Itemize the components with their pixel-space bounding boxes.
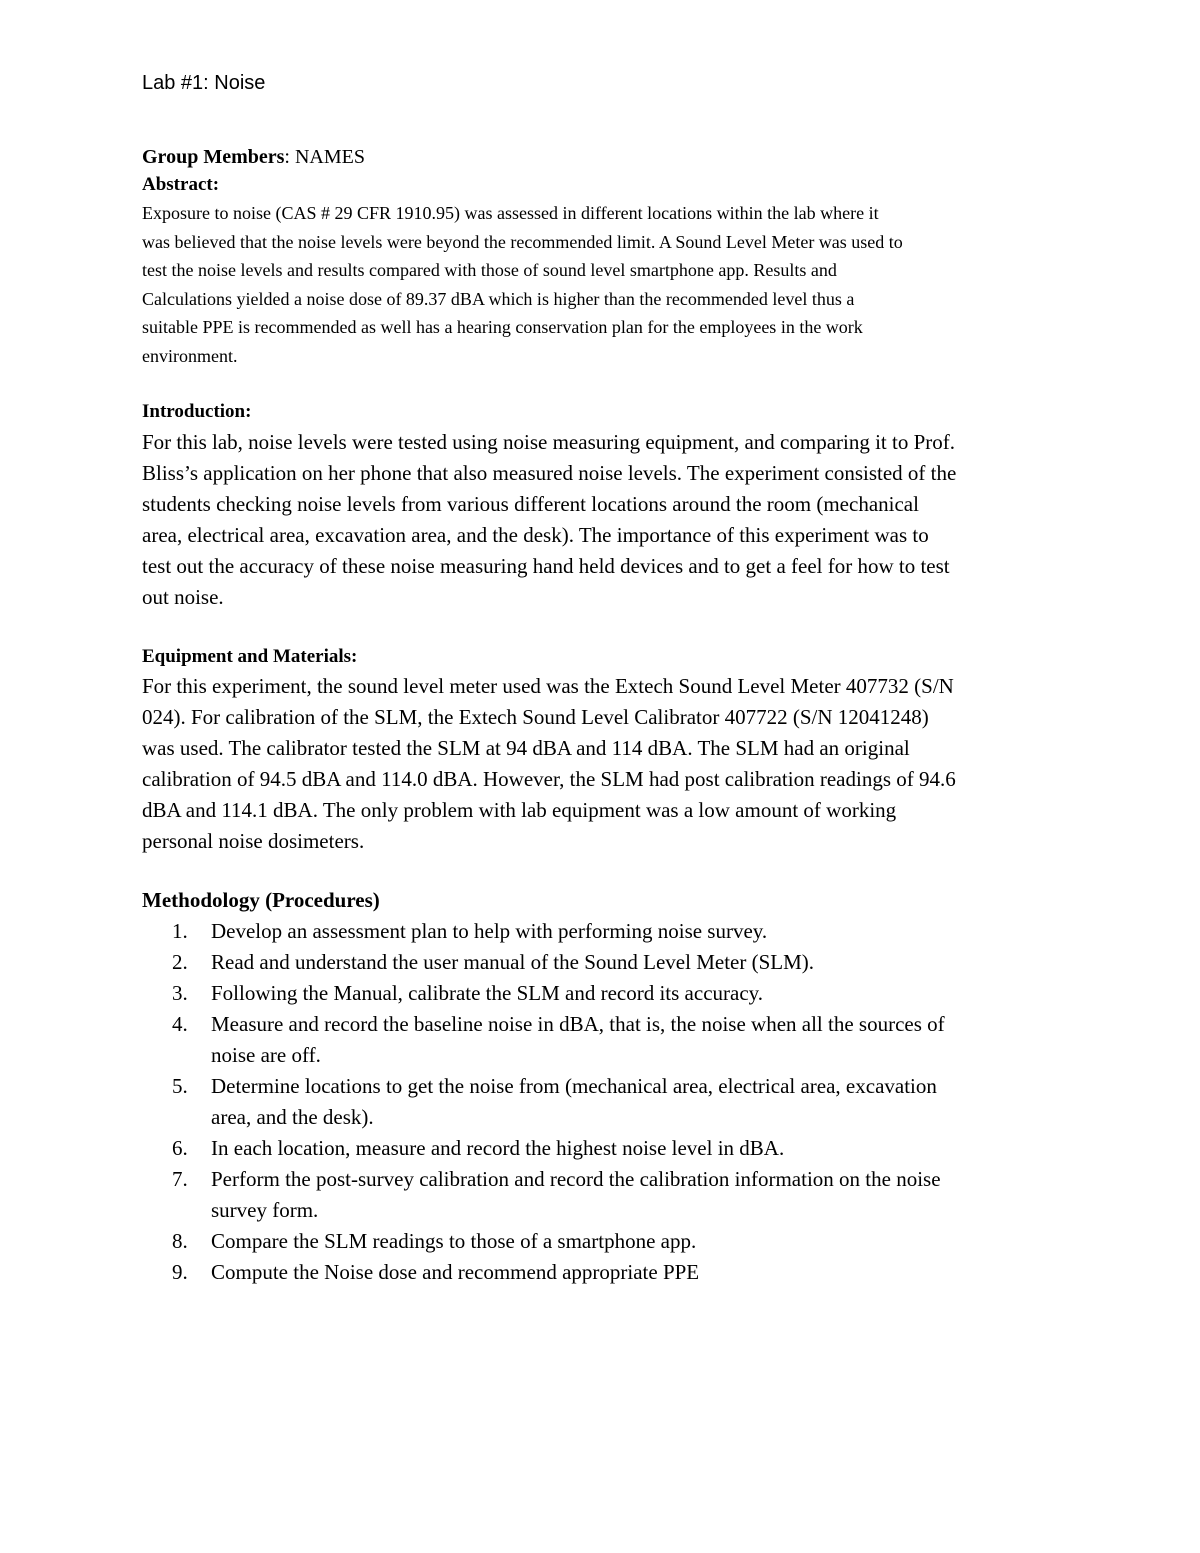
step-text <box>211 947 1082 978</box>
step-line: Read and understand the user manual of the Sound Level Meter (SLM). <box>211 950 815 974</box>
abstract-line: suitable PPE is recommended as well has a hearing conservation plan for the employees in the work <box>142 317 863 338</box>
introduction-line: For this lab, noise levels were tested using noise measuring equipment, and comparing it to Prof. <box>142 430 956 454</box>
step-text <box>211 1071 1082 1133</box>
group-members-label: Group Members <box>142 146 285 168</box>
equipment-line: 024). For calibration of the SLM, the Extech Sound Level Calibrator 407722 (S/N 12041248) <box>142 705 929 729</box>
step-text <box>211 978 1082 1009</box>
introduction-heading: Introduction: <box>142 401 252 422</box>
equipment-paragraph <box>142 671 1072 857</box>
procedure-step <box>142 1226 1082 1257</box>
abstract-line: environment. <box>142 345 238 366</box>
procedure-step <box>142 1133 1082 1164</box>
step-line: noise are off. <box>211 1043 321 1067</box>
step-number: 4. <box>172 1012 188 1036</box>
procedure-step <box>142 1164 1082 1226</box>
equipment-line: was used. The calibrator tested the SLM at 94 dBA and 114 dBA. The SLM had an original <box>142 736 910 760</box>
procedure-step <box>142 916 1082 947</box>
procedure-step <box>142 1071 1082 1133</box>
step-number: 1. <box>172 919 188 943</box>
step-line: Following the Manual, calibrate the SLM and record its accuracy. <box>211 981 764 1005</box>
step-number: 8. <box>172 1229 188 1253</box>
step-line: Compute the Noise dose and recommend appropriate PPE <box>211 1260 700 1284</box>
step-line: Compare the SLM readings to those of a smartphone app. <box>211 1229 697 1253</box>
equipment-line: personal noise dosimeters. <box>142 829 365 853</box>
introduction-line: Bliss’s application on her phone that also measured noise levels. The experiment consisted of the <box>142 461 957 485</box>
group-members-value: NAMES <box>294 146 365 168</box>
abstract-line: Calculations yielded a noise dose of 89.37 dBA which is higher than the recommended level thus a <box>142 288 855 309</box>
step-number: 5. <box>172 1074 188 1098</box>
introduction-line: test out the accuracy of these noise measuring hand held devices and to get a feel for how to test <box>142 554 950 578</box>
abstract-line: was believed that the noise levels were beyond the recommended limit. A Sound Level Meter was used to <box>142 231 903 252</box>
abstract-line: Exposure to noise (CAS # 29 CFR 1910.95) was assessed in different locations within the lab where it <box>142 203 879 223</box>
step-number: 9. <box>172 1260 188 1284</box>
step-line: In each location, measure and record the highest noise level in dBA. <box>211 1136 785 1160</box>
step-text <box>211 916 1082 947</box>
equipment-heading: Equipment and Materials: <box>142 646 358 667</box>
introduction-line: area, electrical area, excavation area, and the desk). The importance of this experiment was to <box>142 523 929 547</box>
step-line: Perform the post-survey calibration and record the calibration information on the noise <box>211 1167 941 1191</box>
abstract-paragraph <box>142 199 1062 371</box>
equipment-line: calibration of 94.5 dBA and 114.0 dBA. However, the SLM had post calibration readings of 94.6 <box>142 767 956 791</box>
step-number: 6. <box>172 1136 188 1160</box>
introduction-line: students checking noise levels from various different locations around the room (mechanical <box>142 492 919 516</box>
procedure-step <box>142 1009 1082 1071</box>
step-text <box>211 1133 1082 1164</box>
page-header-title: Lab #1: Noise <box>142 72 266 94</box>
step-line: survey form. <box>211 1198 319 1222</box>
equipment-line: For this experiment, the sound level meter used was the Extech Sound Level Meter 407732 (S/N <box>142 674 954 698</box>
procedure-step <box>142 978 1082 1009</box>
group-members-separator: : <box>284 146 295 168</box>
step-line: Develop an assessment plan to help with performing noise survey. <box>211 919 768 943</box>
step-line: Determine locations to get the noise from (mechanical area, electrical area, excavation <box>211 1074 937 1098</box>
step-number: 7. <box>172 1167 188 1191</box>
procedure-step <box>142 1257 1082 1288</box>
procedure-step <box>142 947 1082 978</box>
step-text <box>211 1009 1082 1071</box>
introduction-paragraph <box>142 427 1072 613</box>
procedure-list <box>142 916 1082 1288</box>
step-text <box>211 1257 1082 1288</box>
step-text <box>211 1164 1082 1226</box>
step-line: Measure and record the baseline noise in dBA, that is, the noise when all the sources of <box>211 1012 945 1036</box>
step-number: 2. <box>172 950 188 974</box>
step-line: area, and the desk). <box>211 1105 374 1129</box>
step-text <box>211 1226 1082 1257</box>
group-members-line <box>142 143 365 171</box>
abstract-heading: Abstract: <box>142 174 220 195</box>
methodology-heading: Methodology (Procedures) <box>142 888 380 912</box>
step-number: 3. <box>172 981 188 1005</box>
abstract-line: test the noise levels and results compared with those of sound level smartphone app. Results and <box>142 260 837 281</box>
introduction-line: out noise. <box>142 585 224 609</box>
equipment-line: dBA and 114.1 dBA. The only problem with lab equipment was a low amount of working <box>142 798 897 822</box>
